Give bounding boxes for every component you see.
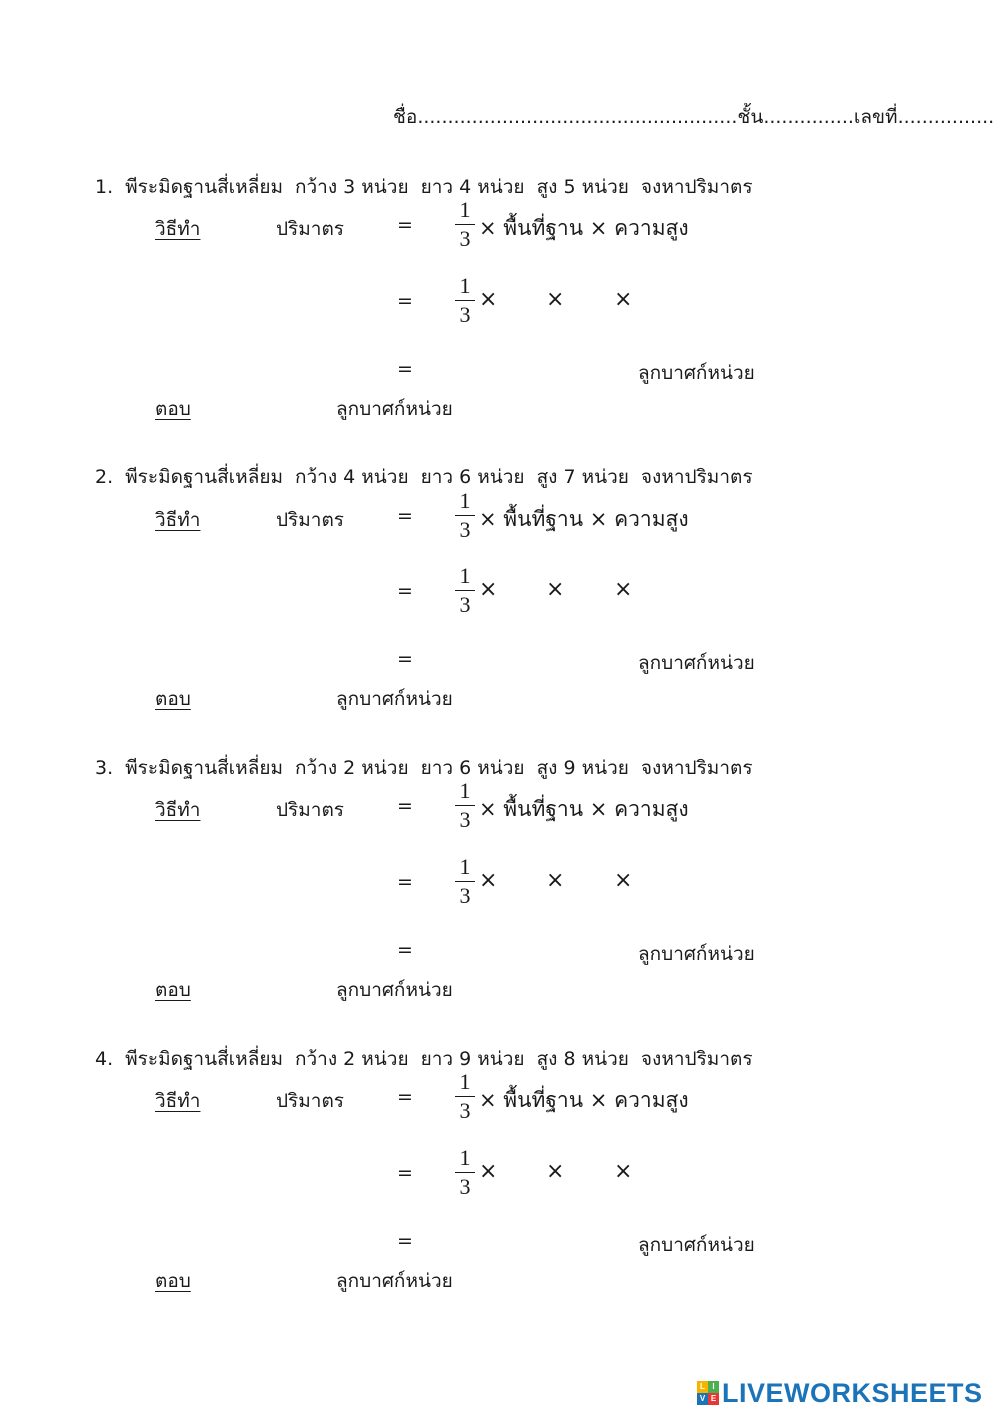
times-sign: × [546, 1159, 565, 1184]
answer-unit-label: ลูกบาศก์หน่วย [336, 1270, 453, 1292]
number-field[interactable]: ................ [897, 106, 995, 128]
fraction-numerator: 1 [459, 1069, 471, 1094]
fraction-numerator: 1 [459, 563, 471, 588]
times-sign: × [614, 287, 633, 312]
logo-letter: E [708, 1393, 719, 1405]
unit-label: ลูกบาศก์หน่วย [638, 943, 755, 965]
problem-number: 1. [95, 176, 114, 198]
problem-shape: พีระมิดฐานสี่เหลี่ยม [125, 466, 283, 488]
answer-label: ตอบ [155, 398, 191, 420]
fraction-numerator: 1 [459, 273, 471, 298]
equals-sign: = [397, 795, 413, 817]
fraction-numerator: 1 [459, 197, 471, 222]
times-sign: × [589, 507, 608, 531]
height-label: ความสูง [614, 1088, 689, 1112]
answer-unit-label: ลูกบาศก์หน่วย [336, 398, 453, 420]
times-sign: × [589, 216, 608, 240]
logo-letter: I [708, 1381, 719, 1393]
class-field[interactable]: ............... [763, 106, 854, 128]
problem-shape: พีระมิดฐานสี่เหลี่ยม [125, 176, 283, 198]
times-sign: × [589, 1088, 608, 1112]
problem-shape: พีระมิดฐานสี่เหลี่ยม [125, 757, 283, 779]
problem-title [95, 1044, 765, 1074]
method-label: วิธีทำ [155, 1090, 201, 1112]
one-third-fraction [455, 1146, 475, 1199]
logo-text: LIVEWORKSHEETS [722, 1377, 983, 1408]
problem-height: สูง 8 หน่วย [536, 1048, 629, 1070]
problem-2 [0, 462, 1000, 722]
base-area-label: พื้นที่ฐาน [503, 216, 584, 240]
problem-shape: พีระมิดฐานสี่เหลี่ยม [125, 1048, 283, 1070]
equals-sign: = [397, 871, 413, 893]
equals-sign: = [397, 580, 413, 602]
fraction-numerator: 1 [459, 488, 471, 513]
logo-letter: L [697, 1381, 708, 1393]
times-sign: × [589, 797, 608, 821]
times-sign: × [546, 577, 565, 602]
answer-label: ตอบ [155, 1270, 191, 1292]
equals-sign: = [397, 505, 413, 527]
equals-sign: = [397, 358, 413, 380]
fraction-denominator: 3 [459, 1098, 471, 1123]
problem-length: ยาว 4 หน่วย [420, 176, 525, 198]
problem-4 [0, 1044, 1000, 1304]
class-label: ชั้น [737, 106, 764, 128]
problem-length: ยาว 6 หน่วย [420, 466, 525, 488]
times-sign: × [479, 797, 497, 821]
answer-unit-label: ลูกบาศก์หน่วย [336, 688, 453, 710]
problem-title [95, 462, 765, 492]
problem-height: สูง 7 หน่วย [536, 466, 629, 488]
equals-sign: = [397, 1086, 413, 1108]
times-sign: × [614, 577, 633, 602]
problem-task: จงหาปริมาตร [640, 176, 753, 198]
fraction-denominator: 3 [459, 592, 471, 617]
times-sign: × [614, 1159, 633, 1184]
height-label: ความสูง [614, 216, 689, 240]
method-label: วิธีทำ [155, 799, 201, 821]
fraction-denominator: 3 [459, 883, 471, 908]
height-label: ความสูง [614, 797, 689, 821]
problem-task: จงหาปริมาตร [640, 466, 753, 488]
fraction-denominator: 3 [459, 302, 471, 327]
times-sign: × [479, 1088, 497, 1112]
height-label: ความสูง [614, 507, 689, 531]
unit-label: ลูกบาศก์หน่วย [638, 652, 755, 674]
formula-text [479, 1084, 689, 1117]
fraction-denominator: 3 [459, 1174, 471, 1199]
fraction-denominator: 3 [459, 517, 471, 542]
problem-width: กว้าง 4 หน่วย [295, 466, 409, 488]
equals-sign: = [397, 290, 413, 312]
unit-label: ลูกบาศก์หน่วย [638, 362, 755, 384]
times-sign: × [546, 287, 565, 312]
name-field[interactable]: ..................................................... [417, 106, 738, 128]
formula-text [479, 793, 689, 826]
base-area-label: พื้นที่ฐาน [503, 797, 584, 821]
problem-title [95, 172, 765, 202]
formula-text [479, 503, 689, 536]
fraction-numerator: 1 [459, 778, 471, 803]
volume-label: ปริมาตร [276, 799, 345, 821]
equals-sign: = [397, 939, 413, 961]
number-label: เลขที่ [853, 106, 898, 128]
problem-height: สูง 9 หน่วย [536, 757, 629, 779]
problem-task: จงหาปริมาตร [640, 1048, 753, 1070]
fraction-denominator: 3 [459, 226, 471, 251]
times-sign: × [479, 216, 497, 240]
answer-label: ตอบ [155, 979, 191, 1001]
method-label: วิธีทำ [155, 218, 201, 240]
method-label: วิธีทำ [155, 509, 201, 531]
one-third-fraction [455, 855, 475, 908]
base-area-label: พื้นที่ฐาน [503, 1088, 584, 1112]
equals-sign: = [397, 1162, 413, 1184]
answer-unit-label: ลูกบาศก์หน่วย [336, 979, 453, 1001]
volume-label: ปริมาตร [276, 509, 345, 531]
base-area-label: พื้นที่ฐาน [503, 507, 584, 531]
problem-number: 3. [95, 757, 114, 779]
times-sign: × [546, 868, 565, 893]
problem-3 [0, 753, 1000, 1013]
problem-length: ยาว 9 หน่วย [420, 1048, 525, 1070]
logo-letter: V [697, 1393, 708, 1405]
liveworksheets-logo [697, 1378, 983, 1408]
logo-icon [697, 1381, 719, 1405]
problem-length: ยาว 6 หน่วย [420, 757, 525, 779]
times-sign: × [479, 1159, 498, 1184]
one-third-fraction [455, 198, 475, 251]
answer-label: ตอบ [155, 688, 191, 710]
problem-task: จงหาปริมาตร [640, 757, 753, 779]
one-third-fraction [455, 274, 475, 327]
fraction-denominator: 3 [459, 807, 471, 832]
times-sign: × [479, 868, 498, 893]
times-sign: × [479, 577, 498, 602]
equals-sign: = [397, 1230, 413, 1252]
problem-height: สูง 5 หน่วย [536, 176, 629, 198]
problem-number: 2. [95, 466, 114, 488]
one-third-fraction [455, 779, 475, 832]
name-label: ชื่อ [393, 106, 418, 128]
problem-number: 4. [95, 1048, 114, 1070]
problem-width: กว้าง 3 หน่วย [295, 176, 409, 198]
problem-1 [0, 172, 1000, 432]
student-info-line [393, 102, 994, 132]
times-sign: × [614, 868, 633, 893]
fraction-numerator: 1 [459, 854, 471, 879]
one-third-fraction [455, 564, 475, 617]
volume-label: ปริมาตร [276, 218, 345, 240]
one-third-fraction [455, 489, 475, 542]
volume-label: ปริมาตร [276, 1090, 345, 1112]
equals-sign: = [397, 648, 413, 670]
one-third-fraction [455, 1070, 475, 1123]
formula-text [479, 212, 689, 245]
problem-width: กว้าง 2 หน่วย [295, 1048, 409, 1070]
problem-width: กว้าง 2 หน่วย [295, 757, 409, 779]
problem-title [95, 753, 765, 783]
times-sign: × [479, 507, 497, 531]
fraction-numerator: 1 [459, 1145, 471, 1170]
times-sign: × [479, 287, 498, 312]
unit-label: ลูกบาศก์หน่วย [638, 1234, 755, 1256]
equals-sign: = [397, 214, 413, 236]
